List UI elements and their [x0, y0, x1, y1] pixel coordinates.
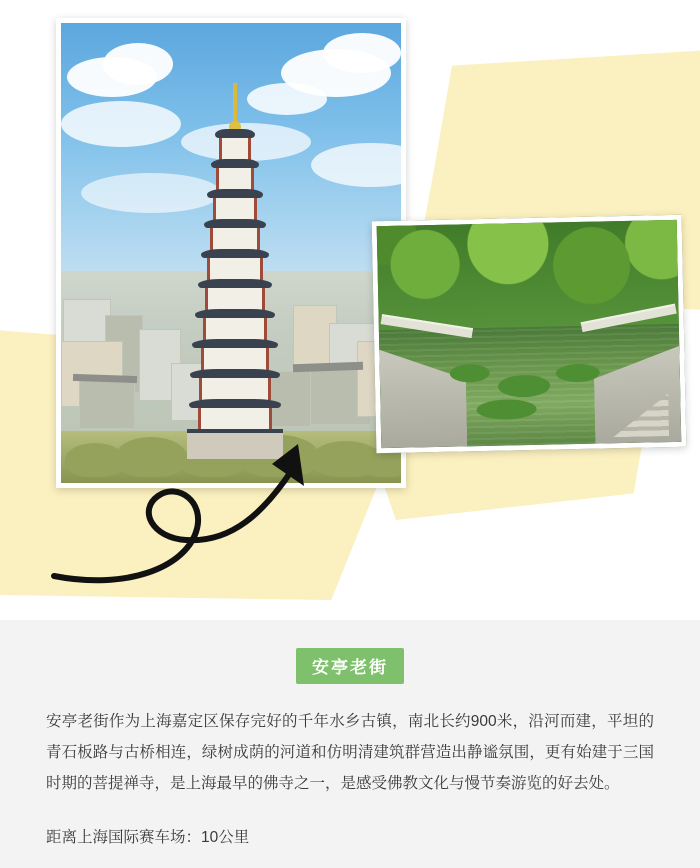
curved-arrow-icon [36, 404, 336, 604]
cloud-icon [61, 101, 181, 147]
location-description: 安亭老街作为上海嘉定区保存完好的千年水乡古镇，南北长约900米，沿河而建，平坦的青石板路与古桥相连，绿树成荫的河道和仿明清建筑群营造出静谧氛围，更有始建于三国时期的菩提禅寺，是上海最早的佛寺之一，是感受佛教文化与慢节奏游览的好去处。 [46, 713, 654, 792]
distance-note: 距离上海国际赛车场：10公里 [46, 829, 250, 846]
location-title-badge: 安亭老街 [296, 648, 404, 684]
info-panel [0, 620, 700, 868]
cloud-icon [323, 33, 401, 73]
cloud-icon [103, 43, 173, 85]
badge-container [0, 620, 700, 684]
pagoda-tower [189, 83, 281, 453]
anting-canal-photo [372, 215, 687, 453]
